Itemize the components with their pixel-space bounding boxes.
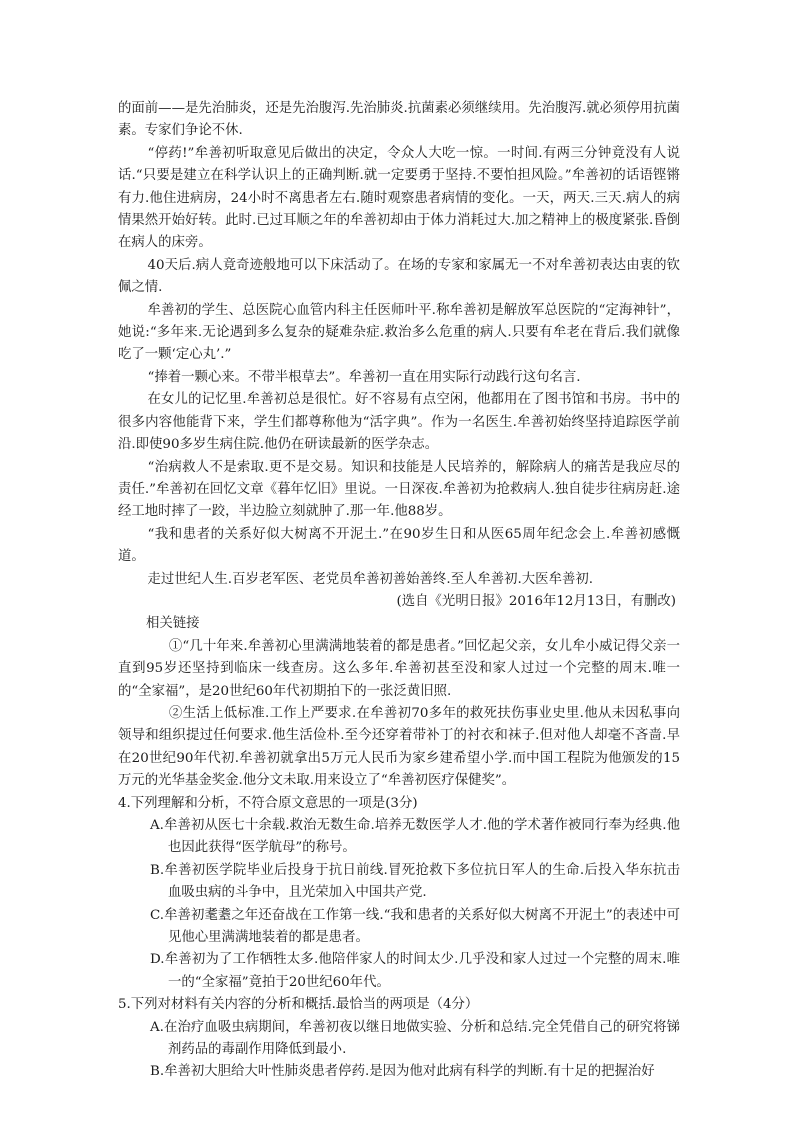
option-list	[118, 1017, 680, 1084]
article-paragraph: 走过世纪人生.百岁老军医、老党员牟善初善始善终.至人牟善初.大医牟善初.	[147, 571, 593, 587]
option-list	[118, 815, 680, 994]
related-link-item: ②生活上低标准.工作上严要求.在牟善初70多年的救死扶伤事业史里.他从未因私事向领导和组织提过任何要求.他生活俭朴.至今还穿着带补丁的衬衣和袜子.但对他人却毫不吝啬.早在20世纪90年代初.牟善初就拿出5万元人民币为家乡建希望小学.而中国工程院为他颁发的15万元的光华基金奖金.他分文未取.用来设立了“牟善初医疗保健奖”。	[118, 705, 680, 789]
article-paragraph: 在女儿的记忆里.牟善初总是很忙。好不容易有点空闲，他都用在了图书馆和书房。书中的很多内容他能背下来，学生们都尊称他为“活字典”。作为一名医生.牟善初始终坚持追踪医学前沿.即使90多岁生病住院.他仍在研读最新的医学杂志。	[118, 392, 680, 453]
article-paragraph: “停药!”牟善初听取意见后做出的决定，令众人大吃一惊。一时间.有两三分钟竟没有人说话.“只要是建立在科学认识上的正确判断.就一定要勇于坚持.不要怕担风险。”牟善初的话语铿锵有力.他住进病房，24小时不离患者左右.随时观察患者病情的变化。一天，两天.三天.病人的病情果然开始好转。此时.已过耳顺之年的牟善初却由于体力消耗过大.加之精神上的极度紧张.昏倒在病人的床旁。	[118, 145, 680, 251]
answer-option: D.牟善初为了工作牺牲太多.他陪伴家人的时间太少.几乎没和家人过过一个完整的周末.唯一的“全家福”竟拍于20世纪60年代。	[150, 952, 680, 990]
document-page	[118, 98, 680, 1084]
article-paragraph: “我和患者的关系好似大树离不开泥土.”在90岁生日和从医65周年纪念会上.牟善初感慨道。	[118, 526, 680, 565]
answer-option: A.牟善初从医七十余载.救治无数生命.培养无数医学人才.他的学术著作被同行奉为经典.他也因此获得“医学航母”的称号。	[150, 818, 680, 856]
article-paragraph: “治病救人不是索取.更不是交易。知识和技能是人民培养的，解除病人的痛苦是我应尽的责任.”牟善初在回忆文章《暮年忆旧》里说。一日深夜.牟善初为抢救病人.独自徒步往病房赶.途经工地时摔了一跤，半边脸立刻就肿了.那一年.他88岁。	[118, 459, 680, 520]
source-citation: (选自《光明日报》2016年12月13日，有删改)	[396, 593, 676, 609]
answer-option: B.牟善初大胆给大叶性肺炎患者停药.是因为他对此病有科学的判断.有十足的把握治好	[150, 1064, 655, 1080]
answer-option: B.牟善初医学院毕业后投身于抗日前线.冒死抢救下多位抗日军人的生命.后投入华东抗击血吸虫病的斗争中，且光荣加入中国共产党.	[150, 862, 680, 901]
question-stem: 5.下列对材料有关内容的分析和概括.最恰当的两项是（4分）	[118, 997, 479, 1013]
question-stem: 4.下列理解和分析，不符合原文意思的一项是(3分)	[118, 795, 418, 811]
article-paragraph: “捧着一颗心来。不带半根草去”。牟善初一直在用实际行动践行这句名言.	[147, 369, 581, 385]
article-paragraph: 牟善初的学生、总医院心血管内科主任医师叶平.称牟善初是解放军总医院的“定海神针”，她说:“多年来.无论遇到多么复杂的疑难杂症.救治多么危重的病人.只要有牟老在背后.我们就像吃了一颗‘定心丸’.”	[118, 302, 680, 363]
article-paragraph: 的面前——是先治肺炎，还是先治腹泻.先治肺炎.抗菌素必须继续用。先治腹泻.就必须停用抗菌素。专家们争论不休.	[118, 101, 680, 139]
answer-option: A.在治疗血吸虫病期间，牟善初夜以继日地做实验、分析和总结.完全凭借自己的研究将锑剂药品的毒副作用降低到最小.	[150, 1019, 680, 1058]
answer-option: C.牟善初耄耋之年还奋战在工作第一线.“我和患者的关系好似大树离不开泥土”的表述中可见他心里满满地装着的都是患者。	[150, 907, 680, 946]
related-links-heading: 相关链接	[146, 616, 200, 632]
article-paragraph: 40天后.病人竟奇迹般地可以下床活动了。在场的专家和家属无一不对牟善初表达由衷的钦佩之情.	[118, 257, 680, 296]
related-link-item: ①“几十年来.牟善初心里满满地装着的都是患者。”回忆起父亲，女儿牟小威记得父亲一直到95岁还坚持到临床一线查房。这么多年.牟善初甚至没和家人过过一个完整的周末.唯一的“全家福”，是20世纪60年代初期拍下的一张泛黄旧照.	[118, 638, 680, 699]
